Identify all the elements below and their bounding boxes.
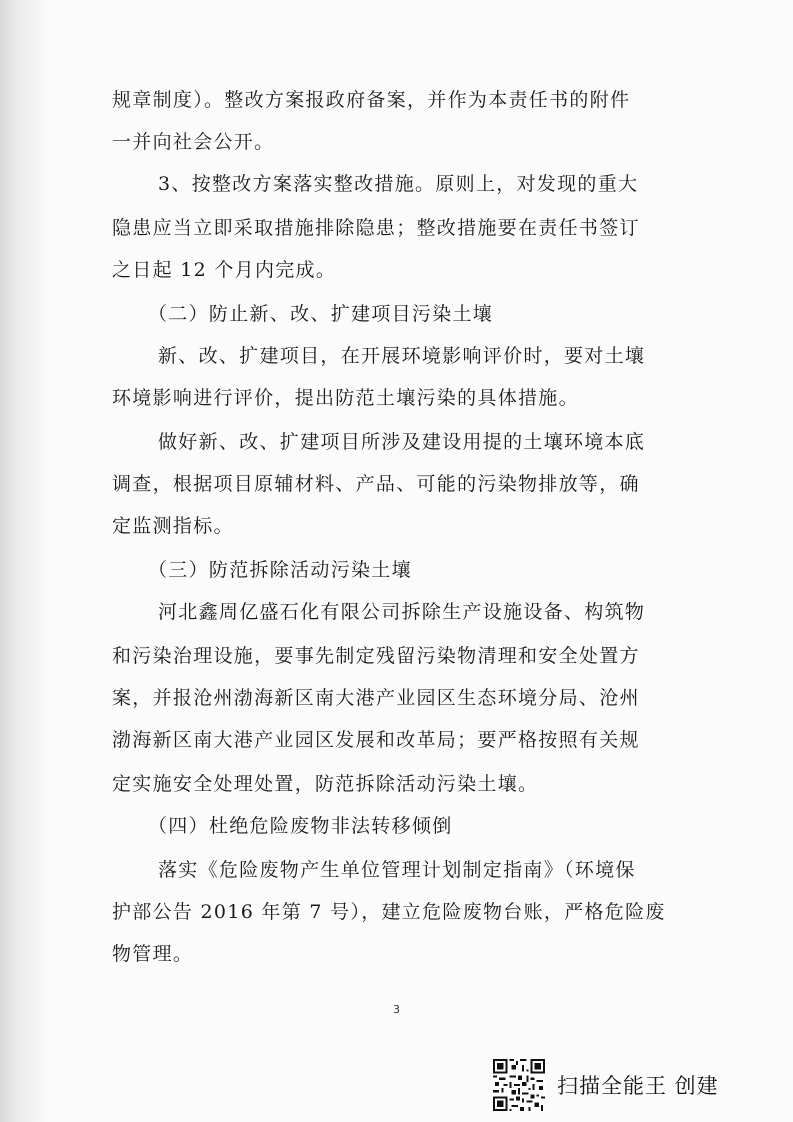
section-heading-3: （三）防范拆除活动污染土壤: [148, 559, 412, 581]
body-line: 规章制度）。整改方案报政府备案，并作为本责任书的附件: [112, 89, 631, 111]
body-line: 护部公告 2016 年第 7 号），建立危险废物台账，严格危险废: [112, 901, 666, 923]
body-line: 定监测指标。: [112, 515, 234, 537]
body-line: 物管理。: [112, 943, 194, 965]
body-line: 3、按整改方案落实整改措施。原则上，对发现的重大: [158, 173, 639, 195]
body-line: 一并向社会公开。: [112, 131, 275, 153]
body-line: 河北鑫周亿盛石化有限公司拆除生产设施设备、构筑物: [158, 601, 646, 623]
body-line: 之日起 12 个月内完成。: [112, 259, 337, 281]
scanner-watermark: [493, 1058, 719, 1112]
body-line: 调查，根据项目原辅材料、产品、可能的污染物排放等，确: [112, 473, 640, 495]
body-line: 渤海新区南大港产业园区发展和改革局；要严格按照有关规: [112, 729, 640, 751]
body-line: 新、改、扩建项目，在开展环境影响评价时，要对土壤: [158, 345, 646, 367]
body-line: 和污染治理设施，要事先制定残留污染物清理和安全处置方: [112, 645, 640, 667]
watermark-text: 扫描全能王 创建: [557, 1074, 719, 1098]
scan-edge-shadow: [0, 0, 48, 1122]
page-number: 3: [393, 1003, 400, 1016]
body-line: 落实《危险废物产生单位管理计划制定指南》（环境保: [158, 859, 636, 881]
qr-code-icon: [493, 1059, 545, 1111]
body-line: 案，并报沧州渤海新区南大港产业园区生态环境分局、沧州: [112, 687, 640, 709]
body-line: 环境影响进行评价，提出防范土壤污染的具体措施。: [112, 387, 579, 409]
section-heading-2: （二）防止新、改、扩建项目污染土壤: [148, 303, 494, 325]
body-line: 做好新、改、扩建项目所涉及建设用提的土壤环境本底: [158, 431, 646, 453]
section-heading-4: （四）杜绝危险废物非法转移倾倒: [148, 815, 453, 837]
body-line: 隐患应当立即采取措施排除隐患；整改措施要在责任书签订: [112, 217, 640, 239]
body-line: 定实施安全处理处置，防范拆除活动污染土壤。: [112, 773, 539, 795]
